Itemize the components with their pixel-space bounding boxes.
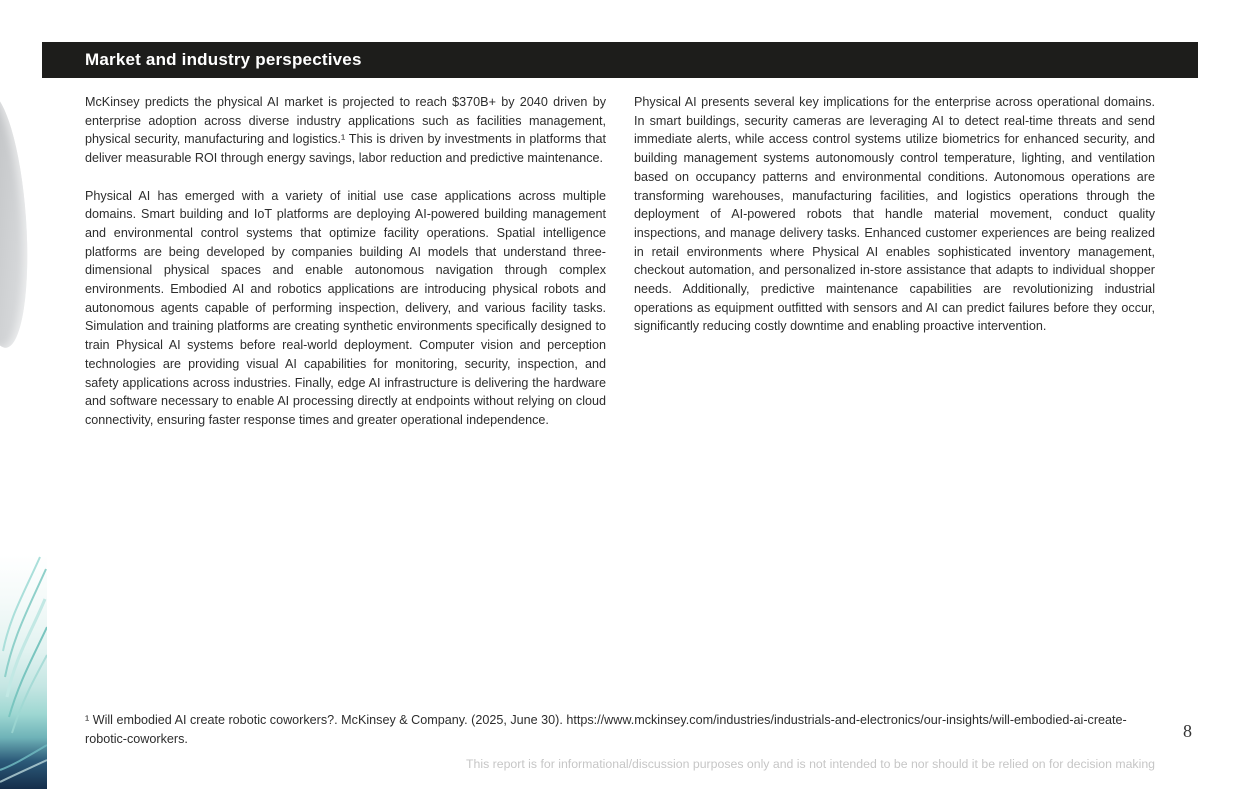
body-columns <box>85 93 1155 430</box>
circuit-board-image-fragment <box>0 555 47 789</box>
disclaimer-text: This report is for informational/discussion purposes only and is not intended to be nor should it be relied on for decision making <box>465 757 1155 771</box>
robot-hand-image-fragment <box>0 90 35 349</box>
page-number: 8 <box>1183 721 1192 741</box>
right-column <box>634 93 1155 430</box>
section-header-bar <box>42 42 1198 78</box>
left-column <box>85 93 606 430</box>
paragraph-market-forecast: McKinsey predicts the physical AI market is projected to reach $370B+ by 2040 driven by enterprise adoption across diverse industry applications such as facilities management, physical security, manufacturing and logistics.¹ This is driven by investments in platforms that deliver measurable ROI through energy savings, labor reduction and predictive maintenance. <box>85 95 606 166</box>
circuit-traces-graphic <box>0 555 47 789</box>
footnote-citation: ¹ Will embodied AI create robotic coworkers?. McKinsey & Company. (2025, June 30). https://www.mckinsey.com/industries/industrials-and-electronics/our-insights/will-embodied-ai-create-robotic-coworkers. <box>85 713 1127 746</box>
paragraph-use-cases: Physical AI has emerged with a variety of initial use case applications across multiple domains. Smart building and IoT platforms are deploying AI-powered building management and environmental control systems that optimize facility operations. Spatial intelligence platforms are being developed by companies building AI models that understand three-dimensional physical spaces and enable autonomous navigation through complex environments. Embodied AI and robotics applications are introducing physical robots and autonomous agents capable of performing inspection, delivery, and various facility tasks. Simulation and training platforms are creating synthetic environments specifically designed to train Physical AI systems before real-world deployment. Computer vision and perception technologies are providing visual AI capabilities for monitoring, security, inspection, and safety applications across industries. Finally, edge AI infrastructure is delivering the hardware and software necessary to enable AI processing directly at endpoints without relying on cloud connectivity, ensuring faster response times and greater operational independence. <box>85 188 606 427</box>
page-title: Market and industry perspectives <box>85 50 362 69</box>
paragraph-enterprise-implications: Physical AI presents several key implications for the enterprise across operational domains. In smart buildings, security cameras are leveraging AI to detect real-time threats and send immediate alerts, while access control systems utilize biometrics for enhanced security, and building management systems autonomously control temperature, lighting, and ventilation based on occupancy patterns and environmental conditions. Autonomous operations are transforming warehouses, manufacturing facilities, and logistics operations through the deployment of AI-powered robots that handle material movement, conduct quality inspections, and manage delivery tasks. Enhanced customer experiences are being realized in retail environments where Physical AI enables sophisticated inventory management, checkout automation, and personalized in-store assistance that adapts to individual shopper needs. Additionally, predictive maintenance capabilities are revolutionizing industrial operations as equipment outfitted with sensors and AI can predict failures before they occur, significantly reducing costly downtime and enabling proactive intervention. <box>634 95 1155 334</box>
